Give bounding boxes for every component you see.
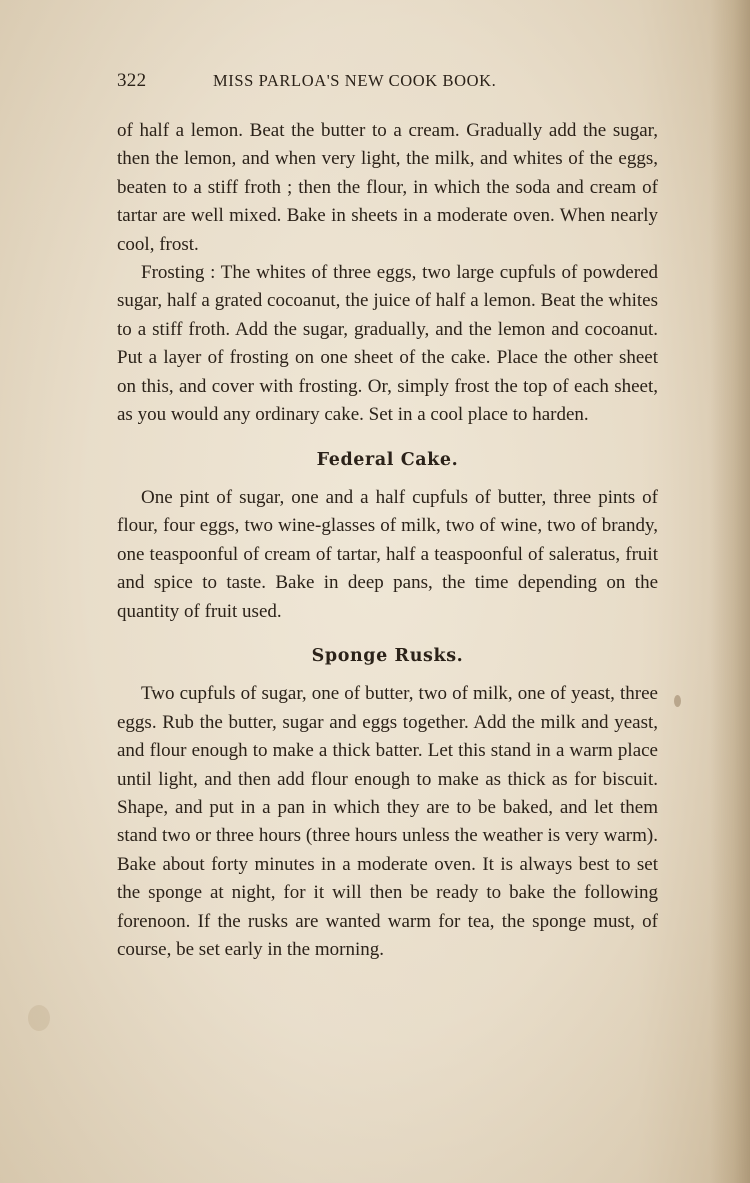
running-header	[117, 70, 657, 100]
page-body	[117, 117, 658, 964]
paragraph-continued: of half a lemon. Beat the butter to a cream. Gradually add the sugar, then the lemon, and when very light, the milk, and whites of the eggs, beaten to a stiff froth ; then the flour, in which the soda and cream of tartar are well mixed. Bake in sheets in a moderate oven. When nearly cool, frost.	[117, 120, 658, 255]
paragraph-frosting: Frosting : The whites of three eggs, two large cupfuls of powdered sugar, half a grated cocoanut, the juice of half a lemon. Beat the whites to a stiff froth. Add the sugar, gradually, and the lemon and cocoanut. Put a layer of frosting on one sheet of the cake. Place the other sheet on this, and cover with frosting. Or, simply frost the top of each sheet, as you would any ordinary cake. Set in a cool place to harden.	[117, 262, 658, 426]
page-number: 322	[117, 70, 147, 91]
page-spine-shadow	[710, 0, 750, 1183]
recipe-body-federal-cake: One pint of sugar, one and a half cupfuls of butter, three pints of flour, four eggs, two wine-glasses of milk, two of wine, two of brandy, one teaspoonful of cream of tartar, half a teaspoonful of saleratus, fruit and spice to taste. Bake in deep pans, the time depending on the quantity of fruit used.	[117, 486, 658, 622]
recipe-heading-federal-cake: Federal Cake.	[316, 450, 459, 471]
recipe-heading-sponge-rusks: Sponge Rusks.	[311, 645, 464, 666]
recipe-body-sponge-rusks: Two cupfuls of sugar, one of butter, two of milk, one of yeast, three eggs. Rub the butter, sugar and eggs together. Add the milk and yeast, and flour enough to make a thick batter. Let this stand in a warm place until light, and then add flour enough to make as thick as for biscuit. Shape, and put in a pan in which they are to be baked, and let them stand two or three hours (three hours unless the weather is very warm). Bake about forty minutes in a moderate oven. It is always best to set the sponge at night, for it will then be ready to bake the following forenoon. If the rusks are wanted warm for tea, the sponge must, of course, be set early in the morning.	[117, 683, 658, 960]
paper-stain	[674, 695, 681, 707]
running-head-title: MISS PARLOA'S NEW COOK BOOK.	[213, 71, 497, 90]
paper-stain	[28, 1005, 50, 1031]
